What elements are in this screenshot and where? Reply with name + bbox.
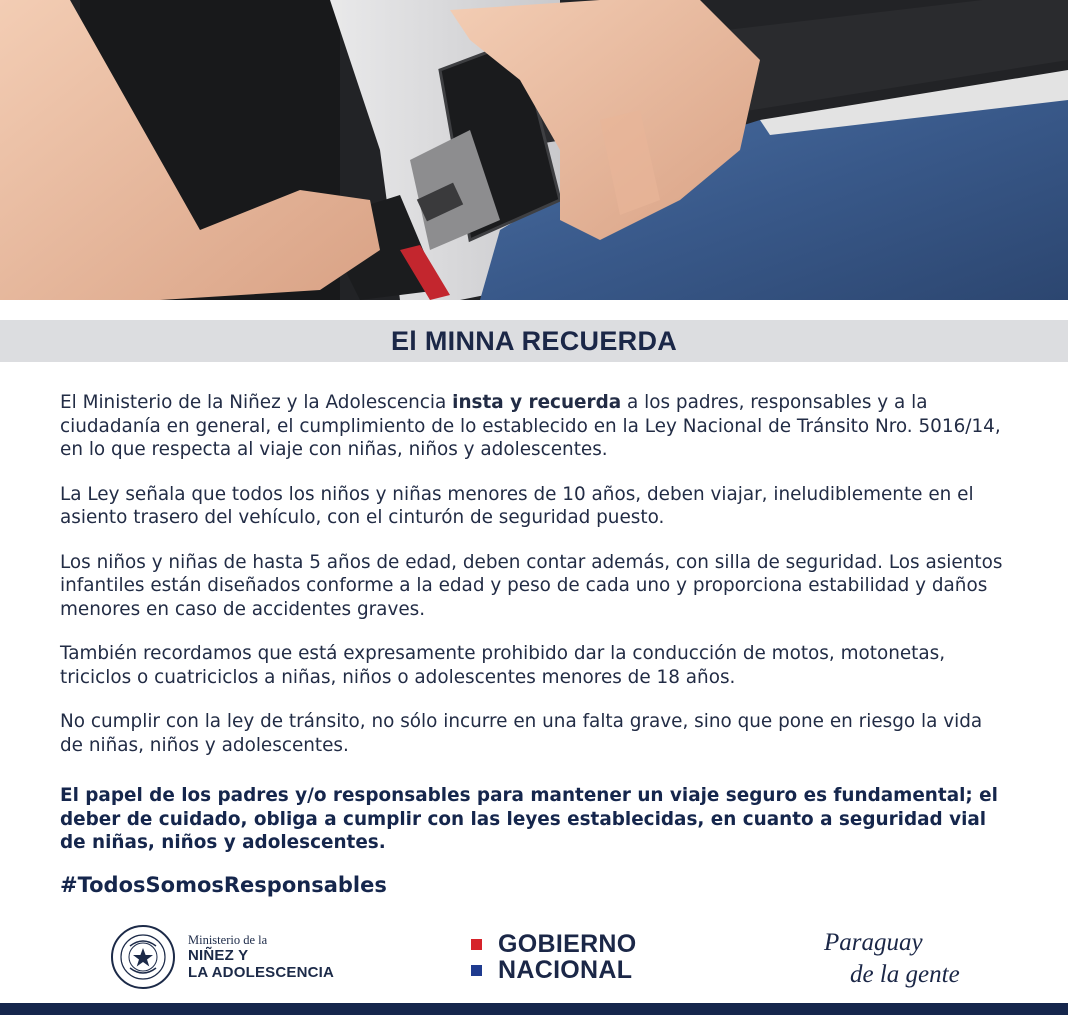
title-band [0,320,1068,362]
paraguay-logo-line2: de la gente [850,961,960,988]
gobierno-row-2 [471,957,637,983]
gobierno-nacional-logo [471,931,637,983]
minna-logo [110,924,334,990]
page-title: El MINNA RECUERDA [390,325,678,356]
photo-gap [0,300,1068,320]
red-square-icon [471,939,482,950]
paragraph-2: La Ley señala que todos los niños y niñas menores de 10 años, deben viajar, ineludiblemente en el asiento trasero del vehículo, con el cinturón de seguridad puesto. [60,483,974,528]
paragraph-1 [60,391,1010,462]
paragraph-4: También recordamos que está expresamente prohibido dar la conducción de motos, motonetas, triciclos o cuatriciclos a niñas, niños o adolescentes menores de 18 años. [60,643,946,688]
gobierno-row-1 [471,931,637,957]
hashtag: #TodosSomosResponsables [60,873,387,897]
paraguay-logo-line1: Paraguay [824,929,923,956]
blue-square-icon [471,965,482,976]
paragraph-1-emphasis: insta y recuerda [452,392,622,413]
paragraph-1-end: a los padres, responsables y a la ciudadanía en general, el cumplimiento de lo establecido en la Ley Nacional de Tránsito Nro. 5016/14, en lo que respecta al viaje con niñas, niños y adolescentes. [60,392,1001,460]
gobierno-line2: NACIONAL [498,955,633,984]
footer-bar [0,1003,1068,1015]
paragraph-1-start: El Ministerio de la Niñez y la Adolescencia [60,392,453,413]
paraguay-de-la-gente-logo [820,922,970,997]
closing-statement: El papel de los padres y/o responsables para mantener un viaje seguro es fundamental; el deber de cuidado, obliga a cumplir con las leyes establecidas, en cuanto a seguridad vial de niñas, niños y adolescentes. [60,785,998,853]
seatbelt-illustration [0,0,1068,300]
hero-photo-seatbelt [0,0,1068,300]
minna-wordmark-line1: NIÑEZ Y [188,947,249,964]
paragraph-5: No cumplir con la ley de tránsito, no sólo incurre en una falta grave, sino que pone en riesgo la vida de niñas, niños y adolescentes. [60,711,983,756]
minna-wordmark [188,933,334,981]
paraguay-seal-icon [110,924,176,990]
minna-wordmark-small: Ministerio de la [188,933,268,947]
body-text [60,391,1010,778]
minna-wordmark-line2: LA ADOLESCENCIA [188,963,335,981]
gobierno-line1: GOBIERNO [498,929,637,958]
paragraph-3: Los niños y niñas de hasta 5 años de edad, deben contar además, con silla de seguridad. Los asientos infantiles están diseñados conforme a la edad y peso de cada uno y proporciona estabilidad y daños menores en caso de accidentes graves. [60,551,1003,620]
